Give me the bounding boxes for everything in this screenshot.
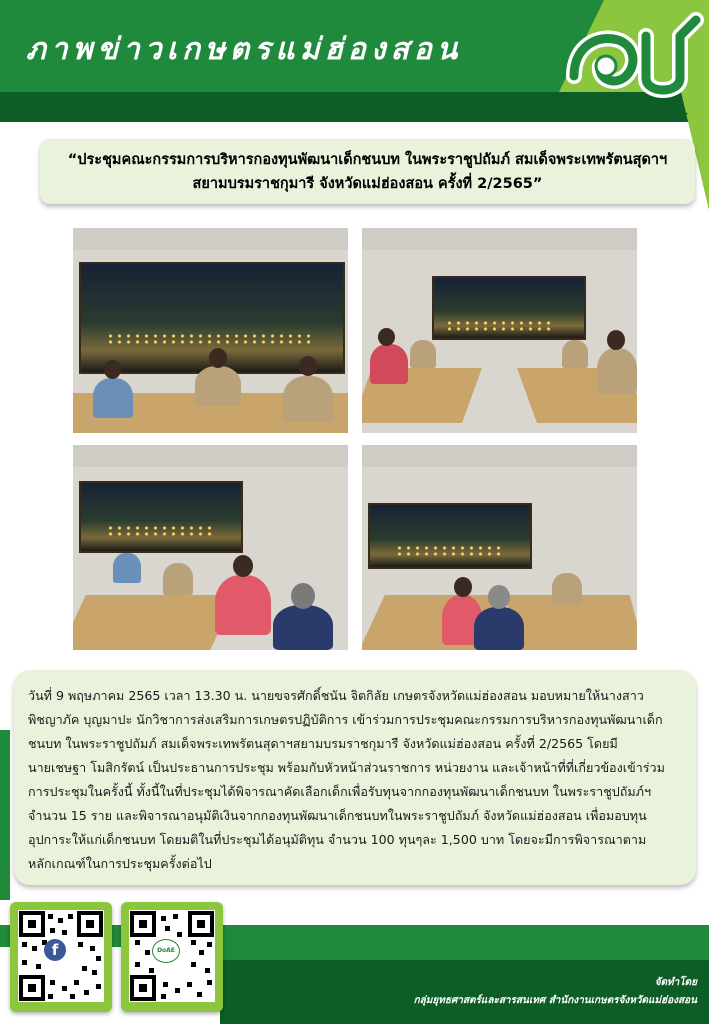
headline-panel [40,139,695,204]
footer-midband [200,947,709,960]
meeting-photo-2 [362,228,637,433]
headline-line-2: สยามบรมราชกุมารี จังหวัดแม่ฮ่องสอน ครั้งที่ 2/2565” [192,176,543,192]
footer-credit-org: กลุ่มยุทธศาสตร์และสารสนเทศ สำนักงานเกษตรจังหวัดแม่ฮ่องสอน [413,995,697,1006]
qr-doae[interactable] [121,902,223,1012]
footer-credit-label: จัดทำโดย [654,977,697,988]
article-line: นายเชษฐา โมสิกรัตน์ เป็นประธานการประชุม พร้อมกับหัวหน้าส่วนราชการ หน่วยงาน และเจ้าหน้าที่ที่เกี่ยวข้องเข้าร่วม [28,760,665,775]
meeting-photo-3 [73,445,348,650]
meeting-photo-1 [73,228,348,433]
doae-logo-icon [560,6,706,122]
doae-icon [152,939,180,963]
facebook-icon [44,939,66,961]
facebook-icon-glyph: f [51,941,59,959]
article-line: จำนวน 15 ราย และพิจารณาอนุมัติเงินจากกองทุนพัฒนาเด็กชนบทในพระราชูปถัมภ์ จังหวัดแม่ฮ่องสอน เพื่อมอบทุน [28,808,647,823]
article-line: การประชุมในครั้งนี้ ทั้งนี้ในที่ประชุมได้พิจารณาคัดเลือกเด็กเพื่อรับทุนจากกองทุนพัฒนาเด็กชนบท ในพระราชูปถัมภ์ฯ [28,784,652,799]
left-accent-strip [0,730,10,900]
article-line: อุปการะให้แก่เด็กชนบท โดยมติในที่ประชุมได้อนุมัติทุน จำนวน 100 ทุนๆละ 1,500 บาท โดยจะมีการพิจารณาตาม [28,832,647,847]
article-line: วันที่ 9 พฤษภาคม 2565 เวลา 13.30 น. นายขจรศักดิ์ชนัน จิตกิลัย เกษตรจังหวัดแม่ฮ่องสอน มอบหมายให้นางสาว [28,688,644,703]
article-line: หลักเกณฑ์ในการประชุมครั้งต่อไป [28,856,212,871]
logo-caption: กรมส่งเสริมการเกษตร [581,109,687,122]
page-title: ภาพข่าวเกษตรแม่ฮ่องสอน [26,32,463,67]
article-line: พิชญาภัค บุญมาปะ นักวิชาการส่งเสริมการเกษตรปฏิบัติการ เข้าร่วมการประชุมคณะกรรมการบริหารกองทุนพัฒนาเด็ก [28,712,663,727]
meeting-photo-4 [362,445,637,650]
article-line: ชนบท ในพระราชูปถัมภ์ สมเด็จพระเทพรัตนสุดาฯสยามบรมราชกุมารี จังหวัดแม่ฮ่องสอน ครั้งที่ 2/2565 โดยมี [28,736,618,751]
doae-icon-glyph: DoAE [157,947,175,954]
qr-facebook[interactable] [10,902,112,1012]
headline-line-1: “ประชุมคณะกรรมการบริหารกองทุนพัฒนาเด็กชนบท ในพระราชูปถัมภ์ สมเด็จพระเทพรัตนสุดาฯ [67,152,668,168]
headline [40,148,695,196]
article-body [28,684,683,876]
footer-dark-band [220,960,709,1024]
